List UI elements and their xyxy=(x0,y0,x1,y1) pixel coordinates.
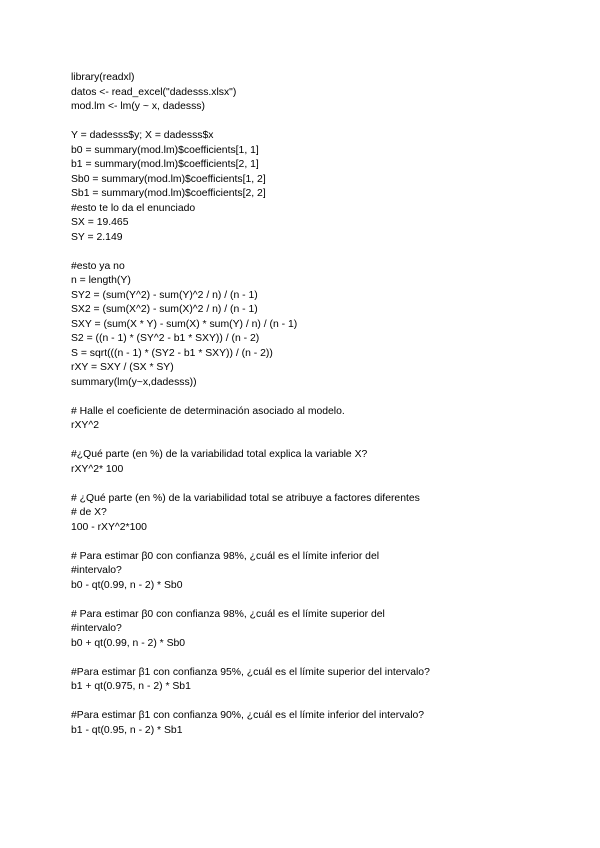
code-line: Sb0 = summary(mod.lm)$coefficients[1, 2] xyxy=(71,173,266,185)
blank-line xyxy=(71,535,551,550)
blank-line xyxy=(71,593,551,608)
code-line: b1 + qt(0.975, n - 2) * Sb1 xyxy=(71,681,191,692)
code-line: b0 + qt(0.99, n - 2) * Sb0 xyxy=(71,637,186,649)
code-line: summary(lm(y~x,dadesss)) xyxy=(71,376,197,388)
code-line: #Para estimar β1 con confianza 90%, ¿cuál es el límite inferior del intervalo? xyxy=(71,710,425,721)
code-line: SY2 = (sum(Y^2) - sum(Y)^2 / n) / (n - 1) xyxy=(71,289,258,301)
code-line: library(readxl) xyxy=(71,72,135,83)
r-code-listing xyxy=(71,71,551,738)
code-line: b0 - qt(0.99, n - 2) * Sb0 xyxy=(71,579,183,591)
code-line: n = length(Y) xyxy=(71,275,131,286)
blank-line xyxy=(71,695,551,710)
code-line: S = sqrt(((n - 1) * (SY2 - b1 * SXY)) / (n - 2)) xyxy=(71,347,273,359)
code-line: #intervalo? xyxy=(71,623,122,634)
code-line: SY = 2.149 xyxy=(71,231,123,243)
code-line: mod.lm <- lm(y ~ x, dadesss) xyxy=(71,101,205,112)
code-line: Y = dadesss$y; X = dadesss$x xyxy=(71,130,214,141)
code-line: # Para estimar β0 con confianza 98%, ¿cuál es el límite superior del xyxy=(71,608,385,620)
code-line: #intervalo? xyxy=(71,565,122,576)
code-line: # Halle el coeficiente de determinación asociado al modelo. xyxy=(71,405,345,417)
code-line: #esto ya no xyxy=(71,260,125,272)
code-line: # ¿Qué parte (en %) de la variabilidad total se atribuye a factores diferentes xyxy=(71,492,420,504)
code-line: # Para estimar β0 con confianza 98%, ¿cuál es el límite inferior del xyxy=(71,550,380,562)
code-line: rXY = SXY / (SX * SY) xyxy=(71,362,174,373)
code-line: SX = 19.465 xyxy=(71,217,129,228)
blank-line xyxy=(71,434,551,449)
blank-line xyxy=(71,390,551,405)
code-line: #esto te lo da el enunciado xyxy=(71,202,196,214)
code-line: #¿Qué parte (en %) de la variabilidad total explica la variable X? xyxy=(71,449,368,460)
code-line: datos <- read_excel("dadesss.xlsx") xyxy=(71,86,237,98)
code-line: b0 = summary(mod.lm)$coefficients[1, 1] xyxy=(71,144,259,156)
code-line: SXY = (sum(X * Y) - sum(X) * sum(Y) / n) / (n - 1) xyxy=(71,318,298,330)
blank-line xyxy=(71,651,551,666)
code-line: S2 = ((n - 1) * (SY^2 - b1 * SXY)) / (n - 2) xyxy=(71,333,260,344)
code-line: b1 = summary(mod.lm)$coefficients[2, 1] xyxy=(71,159,259,170)
blank-line xyxy=(71,115,551,130)
blank-line xyxy=(71,477,551,492)
code-line: 100 - rXY^2*100 xyxy=(71,521,147,533)
code-line: # de X? xyxy=(71,507,107,518)
code-line: rXY^2 xyxy=(71,420,99,431)
code-line: #Para estimar β1 con confianza 95%, ¿cuál es el límite superior del intervalo? xyxy=(71,666,430,678)
code-line: rXY^2* 100 xyxy=(71,463,124,475)
code-line: b1 - qt(0.95, n - 2) * Sb1 xyxy=(71,724,183,736)
blank-line xyxy=(71,245,551,260)
code-line: Sb1 = summary(mod.lm)$coefficients[2, 2] xyxy=(71,188,266,199)
code-line: SX2 = (sum(X^2) - sum(X)^2 / n) / (n - 1) xyxy=(71,304,258,315)
